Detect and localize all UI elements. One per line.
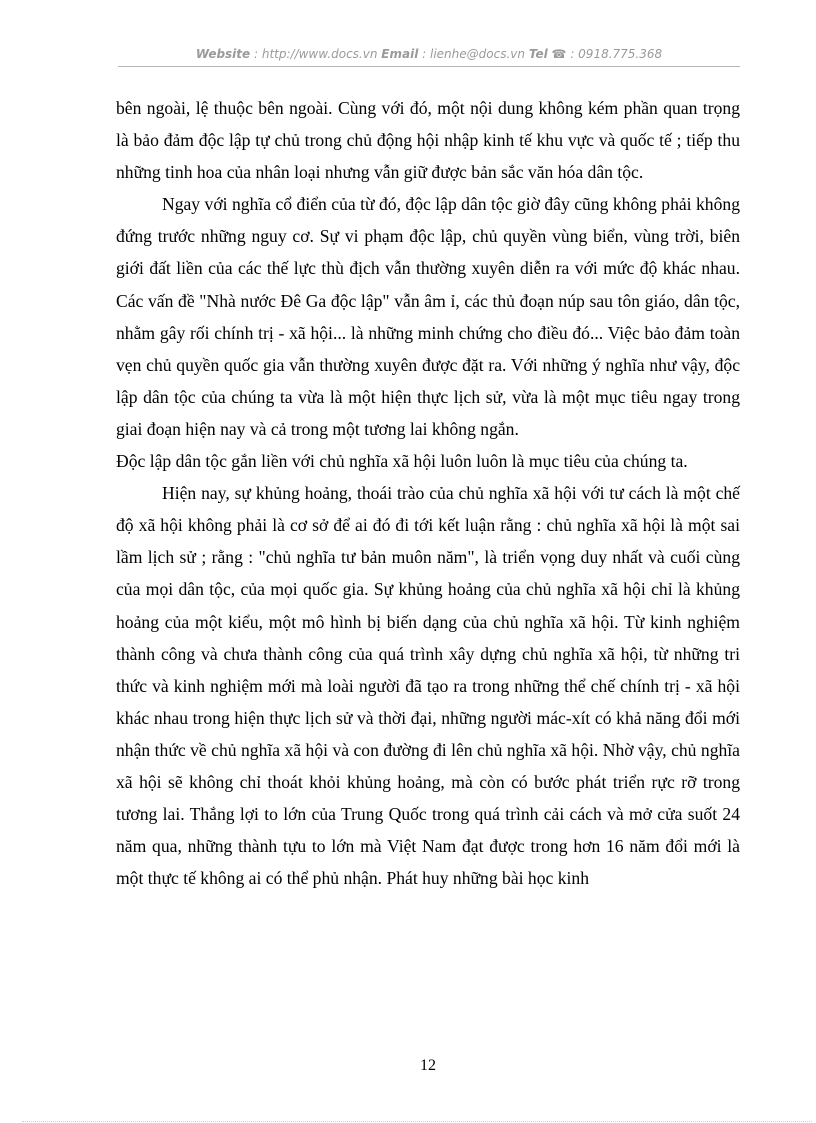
- paragraph: Ngay với nghĩa cổ điển của từ đó, độc lập dân tộc giờ đây cũng không phải không đứng trước những nguy cơ. Sự vi phạm độc lập, chủ quyền vùng biển, vùng trời, biên giới đất liền của các thế lực thù địch vẫn thường xuyên diễn ra với mức độ khác nhau. Các vấn đề "Nhà nước Đê Ga độc lập" vẫn âm ỉ, các thủ đoạn núp sau tôn giáo, dân tộc, nhằm gây rối chính trị - xã hội... là những minh chứng cho điều đó... Việc bảo đảm toàn vẹn chủ quyền quốc gia vẫn thường xuyên được đặt ra. Với những ý nghĩa như vậy, độc lập dân tộc của chúng ta vừa là một hiện thực lịch sử, vừa là một mục tiêu ngay trong giai đoạn hiện nay và cả trong một tương lai không ngắn.: [116, 194, 740, 439]
- tel-label: Tel: [528, 47, 548, 61]
- paragraph: Độc lập dân tộc gắn liền với chủ nghĩa xã hội luôn luôn là mục tiêu của chúng ta.: [116, 451, 688, 472]
- email-value: : lienhe@docs.vn: [422, 47, 525, 61]
- website-label: Website: [195, 47, 251, 61]
- body-text: [116, 92, 740, 894]
- website-value: : http://www.docs.vn: [254, 47, 378, 61]
- page-header: [118, 47, 740, 61]
- paragraph: Hiện nay, sự khủng hoảng, thoái trào của chủ nghĩa xã hội với tư cách là một chế độ xã hội không phải là cơ sở để ai đó đi tới kết luận rằng : chủ nghĩa xã hội là một sai lầm lịch sử ; rằng : "chủ nghĩa tư bản muôn năm", là triển vọng duy nhất và cuối cùng của mọi dân tộc, của mọi quốc gia. Sự khủng hoảng của chủ nghĩa xã hội chỉ là khủng hoảng của một kiểu, một mô hình bị biến dạng của chủ nghĩa xã hội. Từ kinh nghiệm thành công và chưa thành công của quá trình xây dựng chủ nghĩa xã hội, từ những tri thức và kinh nghiệm mới mà loài người đã tạo ra trong những thể chế chính trị - xã hội khác nhau trong hiện thực lịch sử và thời đại, những người mác-xít có khả năng đổi mới nhận thức về chủ nghĩa xã hội và con đường đi lên chủ nghĩa xã hội. Nhờ vậy, chủ nghĩa xã hội sẽ không chỉ thoát khỏi khủng hoảng, mà còn có bước phát triển rực rỡ trong tương lai. Thắng lợi to lớn của Trung Quốc trong quá trình cải cách và mở cửa suốt 24 năm qua, những thành tựu to lớn mà Việt Nam đạt được trong hơn 16 năm đổi mới là một thực tế không ai có thể phủ nhận. Phát huy những bài học kinh: [116, 483, 740, 889]
- page-number: 12: [420, 1057, 436, 1074]
- phone-icon: ☎: [551, 47, 567, 61]
- header-divider: [118, 66, 740, 67]
- tel-value: : 0918.775.368: [570, 47, 663, 61]
- page-bottom-border: [22, 1121, 812, 1122]
- paragraph: bên ngoài, lệ thuộc bên ngoài. Cùng với đó, một nội dung không kém phần quan trọng là bảo đảm độc lập tự chủ trong chủ động hội nhập kinh tế khu vực và quốc tế ; tiếp thu những tinh hoa của nhân loại nhưng vẫn giữ được bản sắc văn hóa dân tộc.: [116, 98, 740, 183]
- email-label: Email: [381, 47, 419, 61]
